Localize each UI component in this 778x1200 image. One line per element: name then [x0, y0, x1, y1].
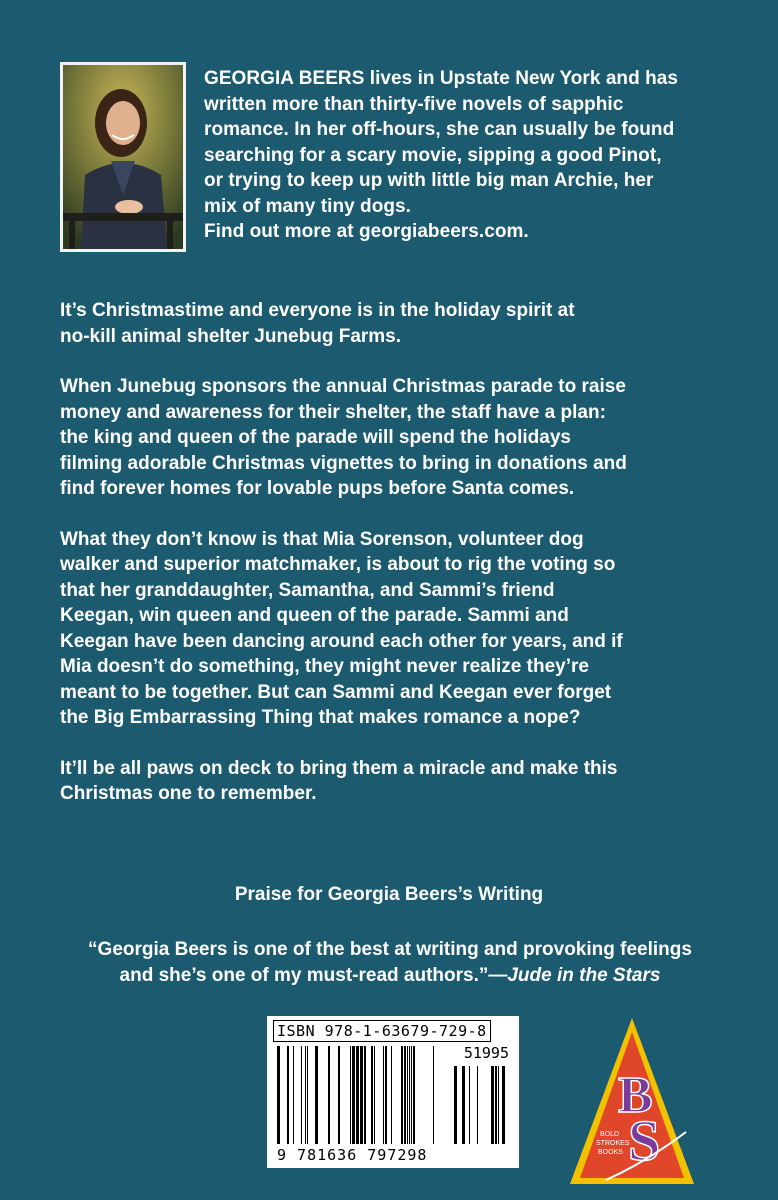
ean-digits: 9 781636 797298	[277, 1146, 428, 1164]
logo-monogram-b: B	[618, 1067, 653, 1124]
blurb-line: It’s Christmastime and everyone is in the holiday spirit at	[60, 300, 575, 321]
blurb-line: find forever homes for lovable pups before Santa comes.	[60, 478, 575, 499]
bio-website-line: Find out more at georgiabeers.com.	[204, 221, 529, 242]
book-blurb	[60, 298, 740, 832]
author-photo	[60, 62, 186, 252]
bold-strokes-books-logo-icon	[566, 1012, 698, 1190]
barcode-bars-icon	[275, 1046, 445, 1144]
blurb-line: Christmas one to remember.	[60, 783, 317, 804]
bio-line: written more than thirty-five novels of sapphic	[204, 93, 624, 115]
bio-line: or trying to keep up with little big man Archie, her	[204, 170, 654, 191]
blurb-paragraph	[60, 756, 740, 807]
blurb-line: money and awareness for their shelter, the staff have a plan:	[60, 401, 606, 423]
blurb-line: meant to be together. But can Sammi and Keegan ever forget	[60, 681, 612, 703]
blurb-line: no-kill animal shelter Junebug Farms.	[60, 325, 402, 347]
isbn-number: ISBN 978-1-63679-729-8	[273, 1020, 491, 1042]
blurb-paragraph	[60, 298, 740, 349]
price-barcode-icon	[453, 1066, 509, 1144]
blurb-line: Mia doesn’t do something, they might never realize they’re	[60, 656, 589, 677]
blurb-line: walker and superior matchmaker, is about to rig the voting so	[60, 554, 616, 575]
bio-line: mix of many tiny dogs.	[204, 195, 411, 217]
bio-line: searching for a scary movie, sipping a good Pinot,	[204, 144, 662, 166]
logo-text-line: BOOKS	[598, 1149, 623, 1156]
logo-text-line: STROKES	[596, 1140, 630, 1147]
logo-monogram-s: S	[628, 1108, 661, 1173]
praise-heading: Praise for Georgia Beers’s Writing	[234, 884, 544, 905]
blurb-line: the Big Embarrassing Thing that makes romance a nope?	[60, 707, 581, 728]
blurb-paragraph	[60, 527, 740, 731]
blurb-line: It’ll be all paws on deck to bring them a miracle and make this	[60, 757, 618, 779]
author-bio	[204, 66, 744, 245]
quote-source: Jude in the Stars	[507, 964, 661, 986]
praise-quote	[40, 937, 740, 988]
blurb-paragraph	[60, 374, 740, 502]
bio-line: romance. In her off-hours, she can usually be found	[204, 119, 675, 140]
blurb-line: the king and queen of the parade will spend the holidays	[60, 427, 571, 448]
quote-line: and she’s one of my must-read authors.”—	[119, 964, 508, 986]
blurb-line: When Junebug sponsors the annual Christmas parade to raise	[60, 376, 626, 397]
author-portrait-icon	[63, 65, 183, 249]
blurb-line: Keegan have been dancing around each other for years, and if	[60, 630, 623, 652]
blurb-line: that her granddaughter, Samantha, and Sammi’s friend	[60, 579, 555, 601]
publisher-logo	[566, 1012, 698, 1190]
quote-line: “Georgia Beers is one of the best at writing and provoking feelings	[88, 939, 692, 960]
blurb-line: Keegan, win queen and queen of the parade. Sammi and	[60, 605, 569, 626]
logo-text-line: BOLD	[600, 1131, 620, 1138]
bio-line: GEORGIA BEERS lives in Upstate New York and has	[204, 68, 678, 89]
blurb-line: What they don’t know is that Mia Sorenson, volunteer dog	[60, 528, 584, 550]
blurb-line: filming adorable Christmas vignettes to bring in donations and	[60, 452, 627, 474]
barcode	[267, 1016, 519, 1168]
price-code: 51995	[463, 1044, 509, 1062]
